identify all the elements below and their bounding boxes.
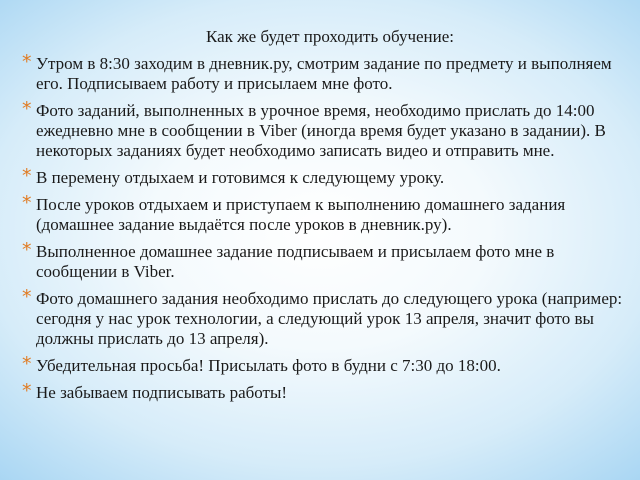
bullet-item: [18, 51, 634, 94]
bullet-text: Выполненное домашнее задание подписываем и присылаем фото мне в сообщении в Viber.: [36, 242, 555, 281]
bullet-item: [18, 239, 634, 282]
bullet-text: Утром в 8:30 заходим в дневник.ру, смотрим задание по предмету и выполняем его. Подписываем работу и присылаем мне фото.: [36, 54, 612, 93]
bullet-text: Убедительная просьба! Присылать фото в будни с 7:30 до 18:00.: [36, 356, 501, 375]
bullet-text: В перемену отдыхаем и готовимся к следующему уроку.: [36, 168, 445, 187]
bullet-star-icon: *: [22, 286, 32, 308]
bullet-star-icon: *: [22, 380, 32, 402]
bullet-star-icon: *: [22, 98, 32, 120]
bullet-item: [18, 353, 634, 376]
bullet-text: Фото домашнего задания необходимо прислать до следующего урока (например: сегодня у нас урок технологии, а следующий урок 13 апреля, значит фото вы должны прислать до 13 апреля).: [36, 289, 623, 348]
bullet-star-icon: *: [22, 165, 32, 187]
bullet-item: [18, 165, 634, 188]
bullet-star-icon: *: [22, 192, 32, 214]
bullet-star-icon: *: [22, 239, 32, 261]
bullet-text: Фото заданий, выполненных в урочное время, необходимо прислать до 14:00 ежедневно мне в сообщении в Viber (иногда время будет указано в задании). В некоторых заданиях будет необходимо записать видео и отправить мне.: [36, 101, 606, 160]
bullet-list: [18, 51, 634, 410]
bullet-item: [18, 286, 634, 349]
bullet-text: После уроков отдыхаем и приступаем к выполнению домашнего задания (домашнее задание выдаётся после уроков в дневник.ру).: [36, 195, 566, 234]
bullet-text: Не забываем подписывать работы!: [36, 383, 288, 402]
slide-title: Как же будет проходить обучение:: [205, 27, 455, 46]
bullet-star-icon: *: [22, 353, 32, 375]
bullet-star-icon: *: [22, 51, 32, 73]
bullet-item: [18, 98, 634, 161]
bullet-item: [18, 380, 634, 403]
bullet-item: [18, 192, 634, 235]
